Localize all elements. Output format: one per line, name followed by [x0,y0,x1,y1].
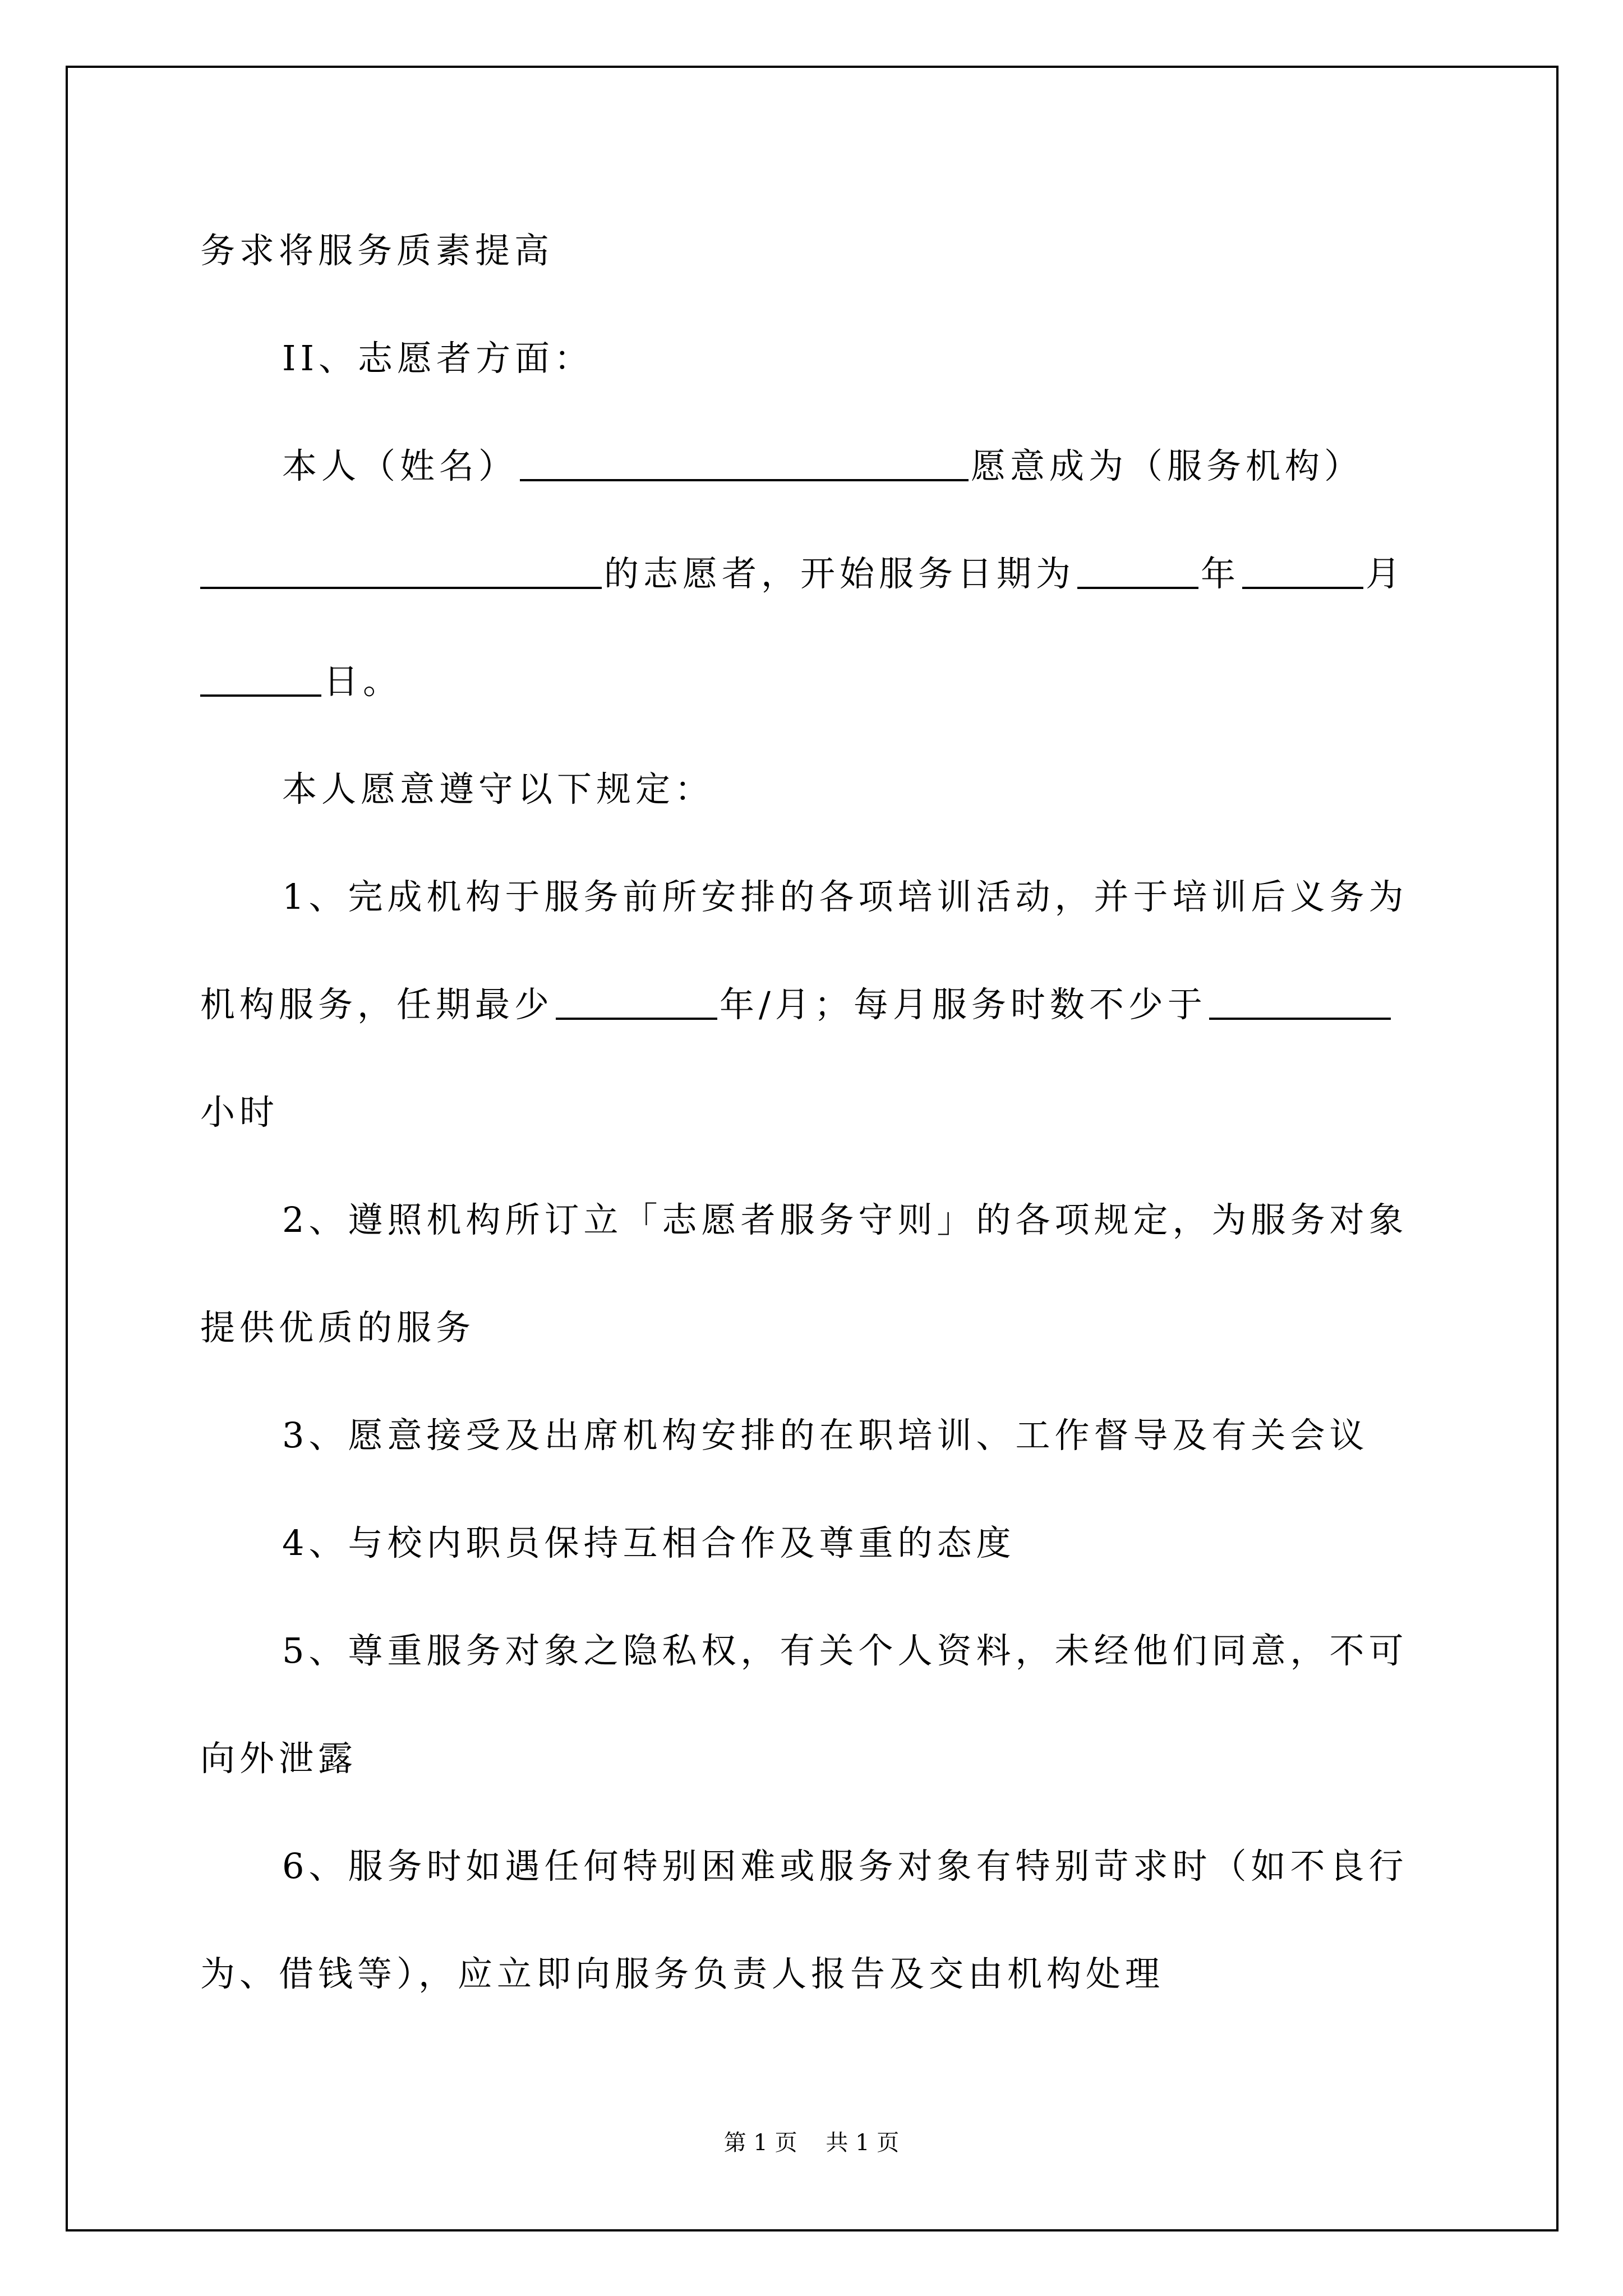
start-date-line [200,549,1405,599]
rule-6-line-2: 为、借钱等），应立即向服务负责人报告及交由机构处理 [200,1953,1165,1994]
page-number-footer: 第 1 页 共 1 页 [723,2130,900,2156]
rule-5-line-2: 向外泄露 [200,1738,358,1779]
rule-5-line-1: 5、尊重服务对象之隐私权，有关个人资料，未经他们同意，不可 [282,1630,1408,1671]
day-blank-field[interactable] [200,694,321,697]
name-declaration-line [282,441,1363,491]
term-label: 机构服务，任期最少 [200,984,554,1025]
rule-4: 4、与校内职员保持互相合作及尊重的态度 [282,1522,1016,1563]
term-blank-field[interactable] [556,1018,717,1020]
rules-intro: 本人愿意遵守以下规定： [282,769,714,809]
organization-blank-field[interactable] [200,587,602,589]
month-blank-field[interactable] [1242,587,1363,589]
rule-1-line-3: 小时 [200,1092,279,1133]
rule-2-line-1: 2、遵照机构所订立「志愿者服务守则」的各项规定，为服务对象 [282,1199,1408,1240]
name-label: 本人（姓名） [282,445,518,486]
day-label: 日。 [324,661,403,702]
rule-6-line-1: 6、服务时如遇任何特别困难或服务对象有特别苛求时（如不良行 [282,1846,1408,1887]
page-frame [66,66,1559,2231]
day-line [200,656,402,707]
volunteer-start-label: 的志愿者，开始服务日期为 [604,553,1076,594]
name-blank-field[interactable] [520,479,969,481]
monthly-hours-label: 年/月；每月服务时数不少于 [720,984,1207,1025]
section-heading-volunteer: II、志愿者方面： [282,338,593,379]
organization-label: 愿意成为（服务机构） [971,445,1364,486]
year-label: 年 [1201,553,1241,594]
rule-2-line-2: 提供优质的服务 [200,1307,476,1348]
rule-1-line-2 [200,979,1391,1030]
month-label: 月 [1366,553,1405,594]
text-line-continuation: 务求将服务质素提高 [200,230,554,271]
rule-1-line-1: 1、完成机构于服务前所安排的各项培训活动，并于培训后义务为 [282,876,1408,917]
hours-blank-field[interactable] [1209,1018,1391,1020]
rule-3: 3、愿意接受及出席机构安排的在职培训、工作督导及有关会议 [282,1415,1369,1456]
year-blank-field[interactable] [1077,587,1198,589]
